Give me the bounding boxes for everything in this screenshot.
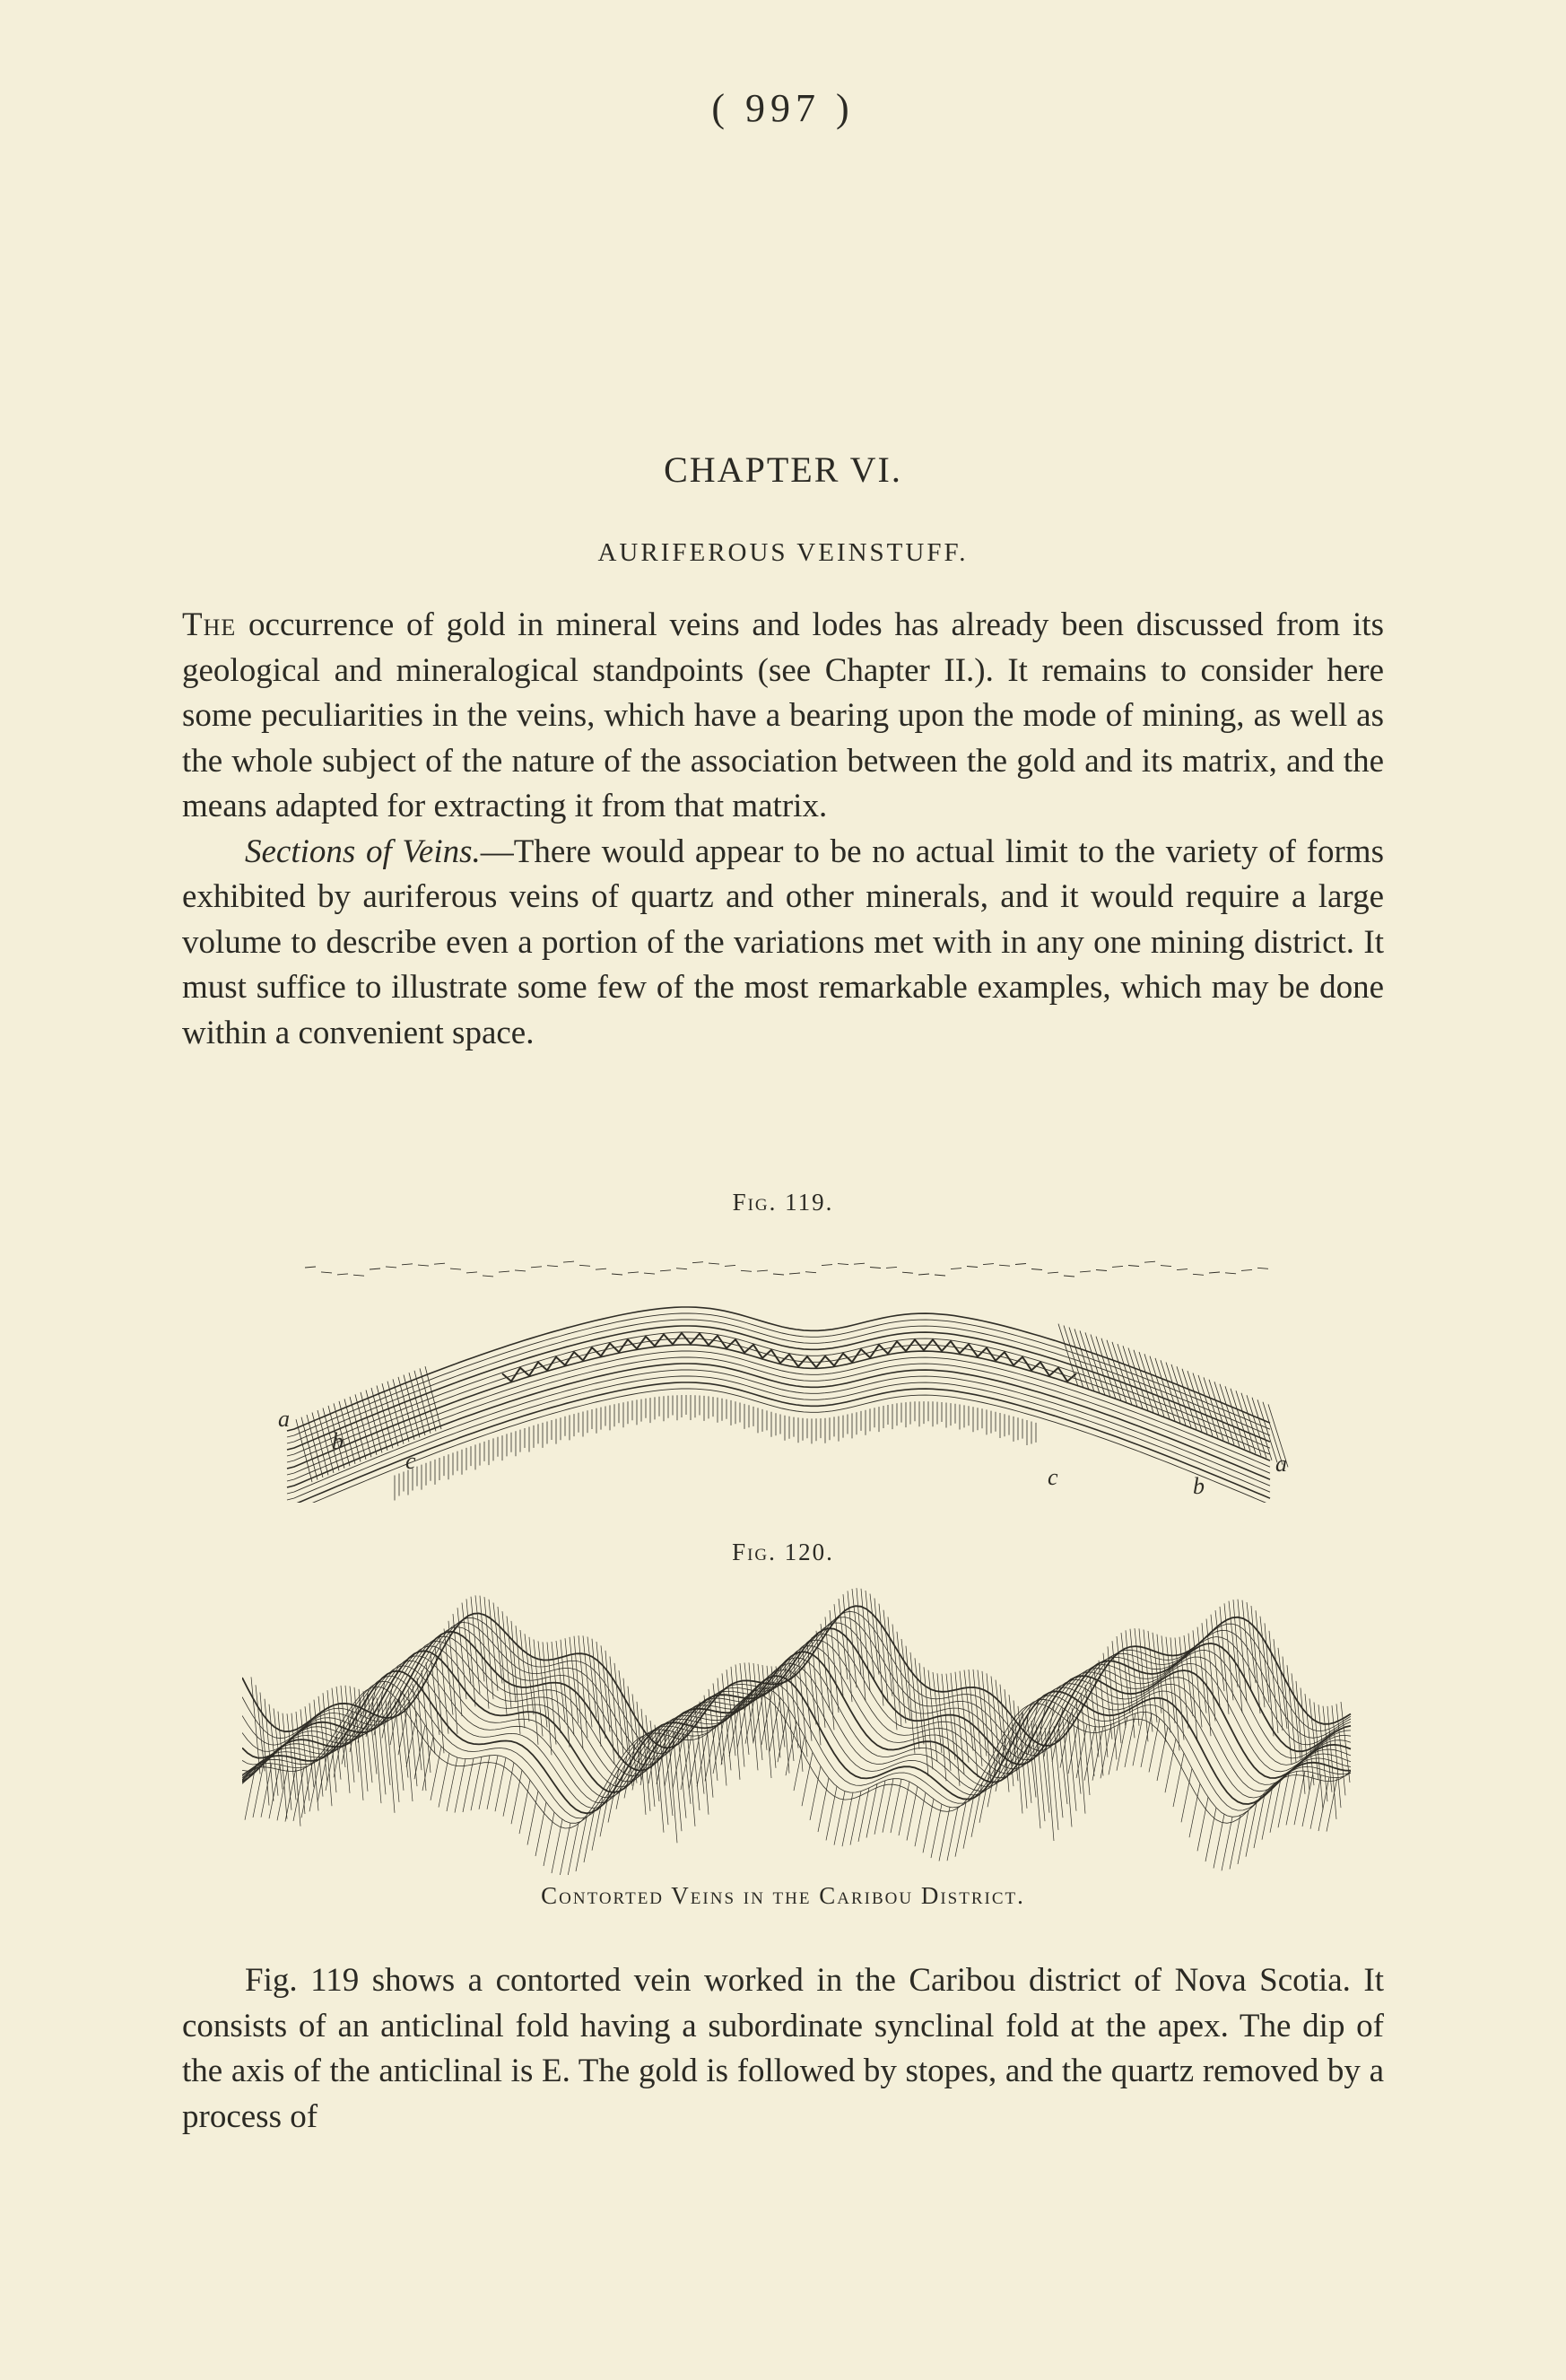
fig119-letter-c-right: c — [1048, 1464, 1058, 1490]
page-number: ( 997 ) — [711, 86, 855, 130]
figure-119-label: Fig. 119. — [732, 1189, 834, 1216]
fig119-letter-a-left: a — [278, 1406, 290, 1432]
chapter-title: CHAPTER VI. — [664, 449, 902, 490]
paragraph-fig-description: Fig. 119 shows a contorted vein worked in the Caribou district of Nova Scotia. It consists of an anticlinal fold having a subordinate synclinal fold at the apex. The dip of the axis of the anticlinal is E. The gold is followed by stopes, and the quartz removed by a process of — [182, 1962, 1384, 2135]
section-heading: Sections of Veins. — [245, 833, 481, 870]
fig119-letter-c-left: c — [405, 1448, 416, 1474]
paragraph-intro-text: occurrence of gold in mineral veins and lodes has already been discussed from its geological and mineralogical standpoints (see Chapter II.). It remains to consider here some peculiarities in the veins, which have a bearing upon the mode of mining, as well as the whole subject of the nature of the association between the gold and its matrix, and the means adapted for extracting it from that matrix. — [182, 606, 1384, 824]
fig119-letter-b-left: b — [332, 1428, 344, 1454]
paragraph-intro — [182, 603, 1384, 1056]
figure-120-label: Fig. 120. — [732, 1539, 834, 1565]
figure-119-illustration — [269, 1234, 1309, 1503]
paragraph-sections — [182, 830, 1384, 1057]
figure-120-illustration — [242, 1579, 1354, 1875]
paragraph-sections-text: —There would appear to be no actual limit to the variety of forms exhibited by auriferous veins of quartz and other minerals, and it would require a large volume to describe even a portion of the variations met with in any one mining district. It must suffice to illustrate some few of the most remarkable examples, which may be done within a convenient space. — [182, 833, 1384, 1051]
fig119-letter-b-right: b — [1193, 1473, 1205, 1499]
chapter-subtitle: AURIFEROUS VEINSTUFF. — [597, 538, 969, 567]
paragraph-lead-word: The — [182, 606, 237, 643]
fig119-letter-a-right: a — [1275, 1451, 1287, 1477]
figure-caption: Contorted Veins in the Caribou District. — [541, 1882, 1025, 1909]
